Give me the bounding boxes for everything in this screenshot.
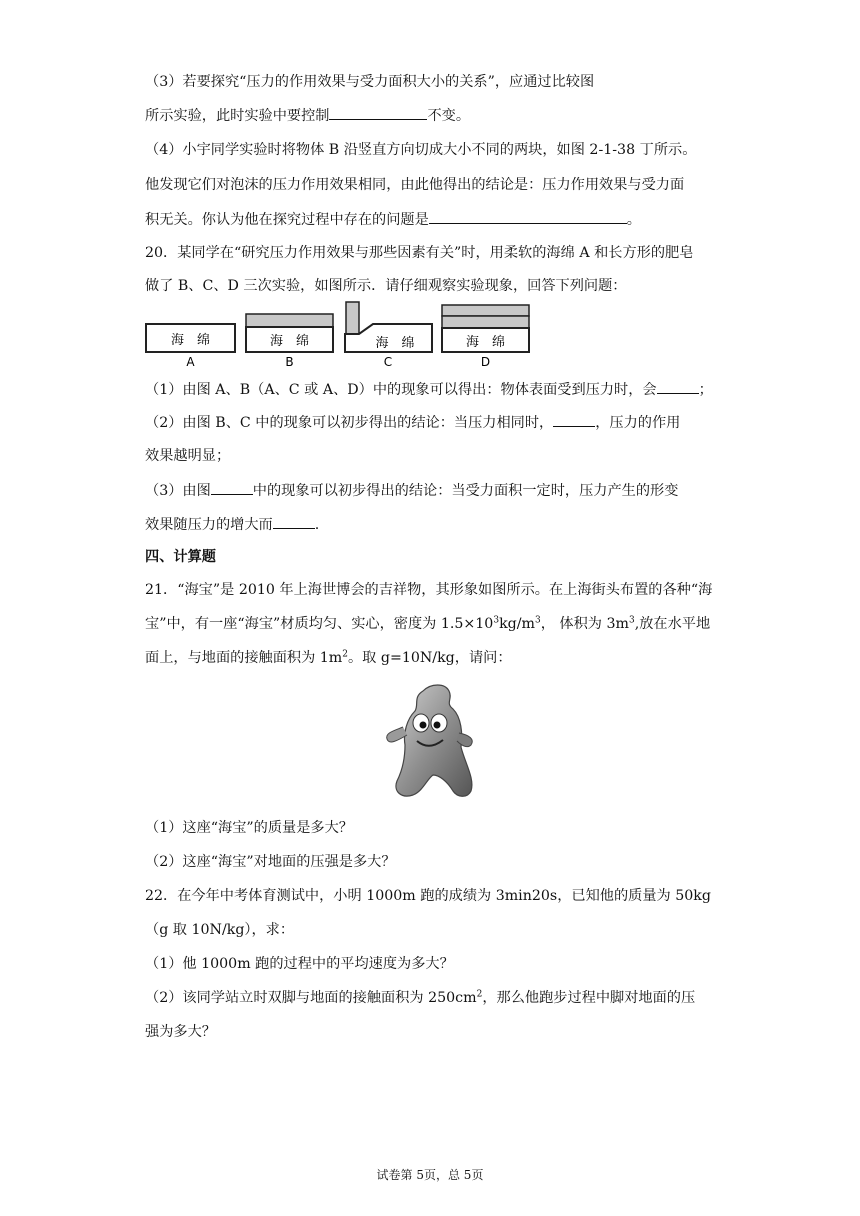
haibao-mascot-image — [383, 683, 479, 801]
q20-stem-line1: 20．某同学在“研究压力作用效果与那些因素有关”时，用柔软的海绵 A 和长方形的肥皂 — [145, 245, 694, 261]
q21-text: 宝”中，有一座“海宝”材质均匀、实心，密度为 1.5×10 — [145, 616, 494, 632]
q22-text: （2）该同学站立时双脚与地面的接触面积为 250cm — [145, 990, 477, 1006]
q19-part3-tail: 不变。 — [427, 108, 471, 124]
superscript: 3 — [493, 615, 500, 626]
superscript: 2 — [342, 649, 348, 660]
superscript: 2 — [476, 989, 483, 1000]
superscript: 3 — [628, 615, 635, 626]
q21-stem-line2 — [145, 614, 710, 634]
figure-a — [146, 324, 235, 369]
soap-block-top — [442, 305, 529, 316]
figure-label-b: B — [285, 355, 294, 369]
figure-b — [246, 314, 333, 369]
q22-sub2-line2: 强为多大？ — [145, 1024, 216, 1040]
q20-sub1-text: （1）由图 A、B（A、C 或 A、D）中的现象可以得出：物体表面受到压力时，会 — [145, 382, 657, 398]
q21-stem-line1: 21．“海宝”是 2010 年上海世博会的吉祥物，其形象如图所示。在上海街头布置的各种“海 — [145, 582, 713, 598]
q21-sub1: （1）这座“海宝”的质量是多大？ — [145, 820, 353, 836]
q20-sub3-text: （3）由图 — [145, 483, 211, 499]
q22-stem-line2: （g 取 10N/kg），求： — [145, 922, 295, 938]
q20-sub2-line2: 效果越明显； — [145, 448, 231, 464]
q20-sub2-text: （2）由图 B、C 中的现象可以初步得出的结论：当压力相同时， — [145, 415, 554, 431]
q21-unit: kg/m — [499, 616, 535, 632]
q20-sub2-line1 — [145, 412, 680, 433]
q19-part3-text: 所示实验，此时实验中要控制 — [145, 108, 330, 124]
figure-d — [442, 305, 529, 369]
q20-sub3-text2: 效果随压力的增大而 — [145, 517, 273, 533]
q19-part3-line2 — [145, 105, 470, 126]
q20-sub3-line1 — [145, 480, 678, 501]
answer-blank[interactable] — [273, 514, 315, 529]
q20-sub2-tail: ，压力的作用 — [595, 415, 681, 431]
q20-sub3-tail: . — [314, 517, 320, 533]
q21-text: ,放在水平地 — [634, 616, 711, 632]
superscript: 3 — [535, 615, 541, 626]
q22-sub2-line1 — [145, 988, 695, 1008]
answer-blank[interactable] — [211, 480, 253, 495]
q21-text: 。取 g=10N/kg，请问： — [347, 650, 512, 666]
figure-label-c: C — [383, 355, 393, 369]
q20-sub3-mid: 中的现象可以初步得出的结论：当受力面积一定时，压力产生的形变 — [252, 483, 679, 499]
q19-part4-line3 — [145, 209, 641, 230]
soap-block — [246, 314, 333, 327]
q19-part4-line2: 他发现它们对泡沫的压力作用效果相同，由此他得出的结论是：压力作用效果与受力面 — [145, 177, 685, 193]
q20-sub3-line2 — [145, 514, 319, 535]
q22-stem-line1: 22．在今年中考体育测试中，小明 1000m 跑的成绩为 3min20s，已知他的质量为 50kg — [145, 888, 711, 904]
q20-sub1-tail: ； — [698, 382, 713, 398]
sponge-label: 海 绵 — [269, 334, 310, 349]
sponge-label: 海 绵 — [170, 333, 211, 348]
q19-part4-text: 积无关。你认为他在探究过程中存在的问题是 — [145, 212, 429, 228]
sponge-experiment-figure — [145, 300, 535, 372]
figure-label-d: D — [480, 355, 491, 369]
q21-text: ， 体积为 3m — [540, 616, 629, 632]
q21-sub2: （2）这座“海宝”对地面的压强是多大？ — [145, 854, 396, 870]
answer-blank[interactable] — [429, 209, 627, 224]
q20-stem-line2: 做了 B、C、D 三次实验，如图所示．请仔细观察实验现象，回答下列问题： — [145, 278, 627, 294]
answer-blank[interactable] — [329, 105, 427, 120]
q22-text: ，那么他跑步过程中脚对地面的压 — [482, 990, 696, 1006]
answer-blank[interactable] — [657, 379, 699, 394]
q19-part3-line1: （3）若要探究“压力的作用效果与受力面积大小的关系”，应通过比较图 — [145, 74, 595, 90]
q21-stem-line3 — [145, 648, 512, 668]
q21-text: 面上，与地面的接触面积为 1m — [145, 650, 343, 666]
soap-block-upright — [346, 302, 359, 334]
answer-blank[interactable] — [553, 412, 595, 427]
q19-part4-line1: （4）小宇同学实验时将物体 B 沿竖直方向切成大小不同的两块，如图 2-1-38 丁所示。 — [145, 142, 697, 158]
sponge-label: 海 绵 — [465, 335, 506, 350]
figure-label-a: A — [186, 355, 195, 369]
q22-sub1: （1）他 1000m 跑的过程中的平均速度为多大？ — [145, 956, 454, 972]
soap-block-bottom — [442, 316, 529, 328]
q20-sub1 — [145, 379, 713, 400]
section-heading: 四、计算题 — [145, 549, 216, 565]
page-footer: 试卷第 5页，总 5页 — [376, 1168, 484, 1182]
q19-part4-tail: 。 — [626, 212, 641, 228]
figure-c — [345, 302, 432, 369]
sponge-label: 海 绵 — [375, 336, 415, 351]
